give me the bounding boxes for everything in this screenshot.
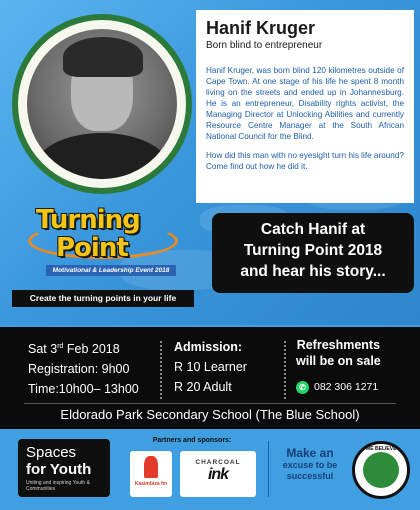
believe-line1: Make an [286,446,334,460]
sponsor-figure-icon [144,456,158,478]
event-time: Time:10h00– 13h00 [28,382,139,397]
sponsor2-text-b: ink [207,466,229,483]
sponsor-logo-charcoal-ink [180,451,256,497]
sponsor1-text: Kasimbiza fm [134,481,168,487]
event-date-month: Feb 2018 [63,342,120,357]
logo-line2: Point [56,233,128,263]
spaces-for-youth-logo [18,439,110,497]
divider [268,441,269,497]
event-schedule [28,337,139,399]
profile-name: Hanif Kruger [206,18,316,38]
whatsapp-icon: ✆ [296,381,309,394]
portrait-hair [63,37,143,77]
catch-callout [212,213,414,293]
event-admission [174,337,247,397]
event-registration: Registration: 9h00 [28,362,130,377]
sponsor-logo-kasimbiza [130,451,172,497]
divider [284,341,286,399]
profile-subtitle: Born blind to entrepreneur [206,40,323,51]
admission-adult: R 20 Adult [174,380,232,394]
we-believe-badge [352,441,410,499]
phone-number[interactable]: 082 306 1271 [314,381,379,393]
sponsor2-text-a: CHARCOAL [195,459,241,466]
event-refreshments [296,337,381,397]
event-date-suffix: rd [57,343,64,350]
sponsors-footer [0,429,420,510]
profile-bio: Hanif Kruger, was born blind 120 kilometres outside of Cape Town. At one stage of his life he spent 8 month living on the streets and ended up in Johannesburg. He is an entrepreneur, Disability rights activist, the Managing Director at Unlocking Abilities and currently Resource Centre Manager at the South African National Council for the Blind. [206,66,404,141]
profile-card [196,10,414,203]
refreshments-line2: will be on sale [296,354,381,368]
turning-point-logo [28,205,178,279]
event-venue: Eldorado Park Secondary School (The Blue School) [60,407,360,422]
believe-line3: successful [286,471,334,481]
divider [160,341,162,399]
profile-question: How did this man with no eyesight turn his life around? Come find out how he did it. [206,151,404,171]
tagline: Create the turning points in your life [12,290,194,307]
spaces-logo-line3: Uniting and inspiring Youth & Communities [26,480,90,492]
event-info-bar [0,327,420,429]
catch-line3: and hear his story... [240,263,386,280]
logo-line1: Turning [36,205,140,235]
catch-line1: Catch Hanif at [260,221,366,238]
portrait-photo [27,29,177,179]
portrait-shoulders [35,133,169,179]
event-date-day: Sat 3 [28,342,58,357]
badge-text: WE BELIEVE [365,446,397,452]
catch-line2: Turning Point 2018 [243,242,383,259]
partners-title: Partners and sponsors: [152,437,232,444]
horizontal-divider [24,403,396,404]
admission-label: Admission: [174,340,243,354]
event-date [28,337,139,359]
admission-learner: R 10 Learner [174,360,247,374]
badge-emblem-icon [363,452,399,488]
logo-band: Motivational & Leadership Event 2018 [46,265,176,276]
believe-line2: excuse to be [282,460,338,470]
believe-slogan [274,447,346,482]
phone-row [296,377,381,397]
spaces-logo-line2: for Youth [26,461,92,478]
spaces-logo-line1: Spaces [26,444,77,461]
refreshments-line1: Refreshments [296,338,381,352]
